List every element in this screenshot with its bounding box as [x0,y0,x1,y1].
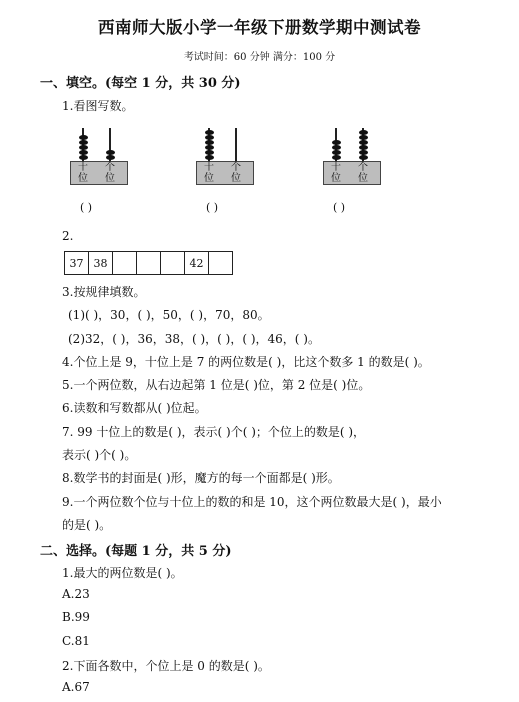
abacus [196,128,254,188]
sequence-cell [113,252,137,275]
abacus [323,128,381,188]
sequence-cell [161,252,185,275]
q7-line2: 表示( )个( )。 [62,448,137,462]
q4-text: 4.个位上是 9，十位上是 7 的两位数是( )，比这个数多 1 的数是( )。 [62,355,430,369]
q8-text: 8.数学书的封面是( )形，魔方的每一个面都是( )形。 [62,471,340,485]
abacus-bead [332,145,341,150]
abacus-bead [205,145,214,150]
q2-text: 2. [62,229,74,243]
q3-text: 3.按规律填数。 [62,285,146,299]
abacus-bead [359,145,368,150]
q3-line1: (1)( )，30，( )，50，( )，70，80。 [68,308,270,322]
abacus-bead [332,155,341,160]
s2-q1-text: 1.最大的两位数是( )。 [62,566,183,580]
ones-place-label: 个位 [231,162,241,184]
q9-line1: 9.一个两位数个位与十位上的数的和是 10，这个两位数最大是( )，最小 [62,495,442,509]
abacus-bead [359,155,368,160]
abacus-bead [205,140,214,145]
abacus-bead [106,155,115,160]
abacus-bead [359,150,368,155]
abacus-bead [359,140,368,145]
abacus-bead [332,150,341,155]
q7-line1: 7. 99 十位上的数是( )，表示( )个( )；个位上的数是( )， [62,425,366,439]
s2-q1-option-b: B.99 [62,610,90,624]
answer-blank: ( ) [206,201,219,214]
sequence-cell [209,252,233,275]
q1-text: 1.看图写数。 [62,99,134,113]
answer-blank: ( ) [80,201,93,214]
abacus-bead [205,155,214,160]
q5-text: 5.一个两位数，从右边起第 1 位是( )位，第 2 位是( )位。 [62,378,371,392]
tens-place-label: 十位 [331,162,341,184]
number-sequence-table [64,251,233,275]
abacus-bead [205,130,214,135]
tens-place-label: 十位 [204,162,214,184]
exam-info: 考试时间：60 分钟 满分：100 分 [183,52,336,63]
ones-place-label: 个位 [105,162,115,184]
s2-q2-option-a: A.67 [62,680,90,694]
page-title: 西南师大版小学一年级下册数学期中测试卷 [98,18,421,37]
q9-line2: 的是( )。 [62,518,112,532]
s2-q1-option-c: C.81 [62,634,90,648]
sequence-cell: 42 [185,252,209,275]
section1-heading: 一、填空。(每空 1 分，共 30 分) [40,76,241,91]
ones-rod [235,128,237,161]
abacus-bead [106,150,115,155]
sequence-cell: 38 [89,252,113,275]
sequence-cell [137,252,161,275]
s2-q1-option-a: A.23 [62,587,90,601]
abacus-bead [79,155,88,160]
q3-line2: (2)32，( )，36，38，( )，( )，( )，46，( )。 [68,332,320,346]
abacus-bead [359,135,368,140]
abacus-bead [205,135,214,140]
abacus-bead [332,140,341,145]
abacus-bead [205,150,214,155]
section2-heading: 二、选择。(每题 1 分，共 5 分) [40,544,232,559]
sequence-cell: 37 [65,252,89,275]
abacus-bead [79,150,88,155]
q6-text: 6.读数和写数都从( )位起。 [62,401,207,415]
ones-place-label: 个位 [358,162,368,184]
tens-place-label: 十位 [78,162,88,184]
abacus-bead [359,130,368,135]
abacus-bead [79,140,88,145]
abacus-bead [79,135,88,140]
answer-blank: ( ) [333,201,346,214]
abacus-bead [79,145,88,150]
s2-q2-text: 2.下面各数中，个位上是 0 的数是( )。 [62,659,270,673]
abacus [70,128,128,188]
